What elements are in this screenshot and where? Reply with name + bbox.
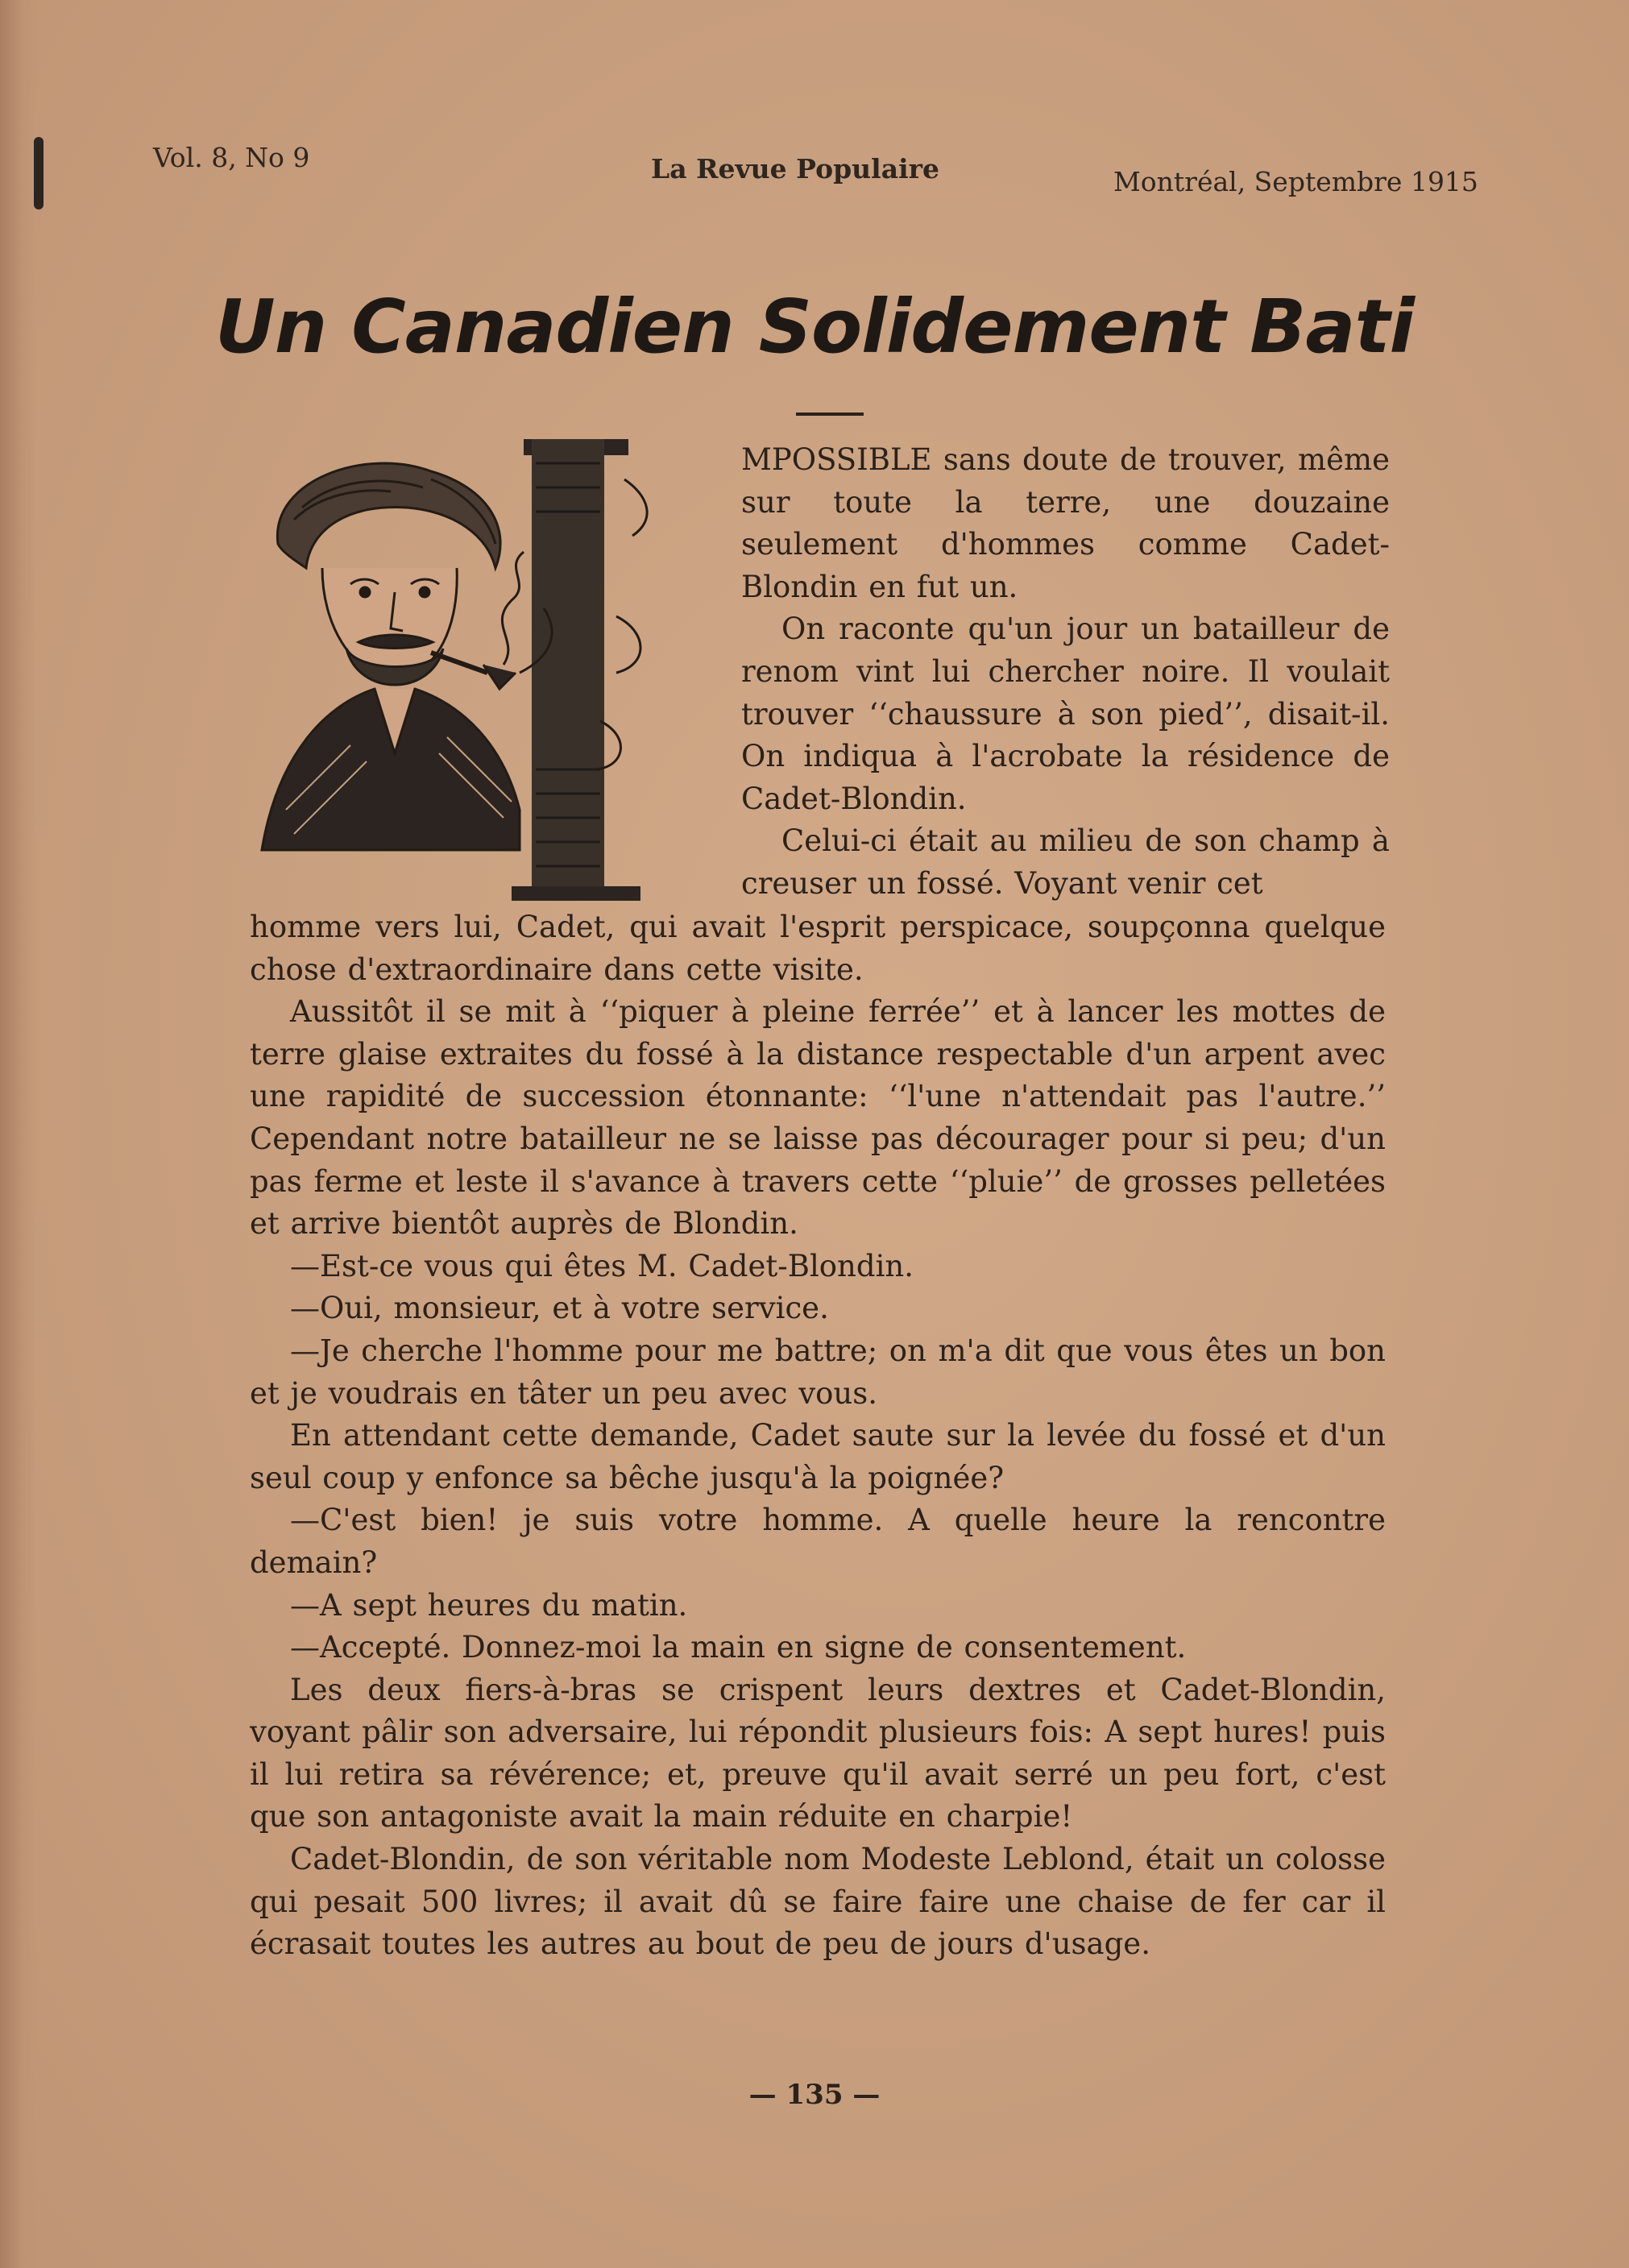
article-paragraph: MPOSSIBLE sans doute de trouver, même sur toute la terre, une douzaine seulement d'hommes comme Cadet-Blondin en fut un. — [741, 442, 1390, 604]
dialogue-line: —Est-ce vous qui êtes M. Cadet-Blondin. — [290, 1248, 914, 1283]
article-paragraph: En attendant cette demande, Cadet saute sur la levée du fossé et d'un seul coup y enfonce sa bêche jusqu'à la poignée? — [250, 1418, 1386, 1495]
volume-number: Vol. 8, No 9 — [153, 142, 310, 173]
publication-name: La Revue Populaire — [651, 153, 939, 185]
dialogue-line: —Je cherche l'homme pour me battre; on m'a dit que vous êtes un bon et je voudrais en tâter un peu avec vous. — [250, 1333, 1386, 1411]
article-paragraph: Celui-ci était au milieu de son champ à creuser un fossé. Voyant venir cet — [741, 823, 1390, 901]
dialogue-line: —A sept heures du matin. — [290, 1587, 688, 1623]
dialogue-line: —Accepté. Donnez-moi la main en signe de consentement. — [290, 1630, 1187, 1665]
title-rule — [796, 413, 864, 416]
binding-mark — [34, 137, 44, 209]
dateline: Montréal, Septembre 1915 — [1113, 166, 1478, 197]
dialogue-line: —Oui, monsieur, et à votre service. — [290, 1291, 829, 1326]
page-number: — 135 — — [748, 2079, 881, 2111]
article-title: Un Canadien Solidement Bati — [215, 284, 1414, 370]
article-column-right — [741, 439, 1390, 906]
illustrated-drop-cap — [246, 431, 721, 906]
dialogue-line: —C'est bien! je suis votre homme. A quelle heure la rencontre demain? — [250, 1503, 1386, 1580]
article-paragraph: Cadet-Blondin, de son véritable nom Modeste Leblond, était un colosse qui pesait 500 livres; il avait dû se faire faire une chaise de fer car il écrasait toutes les autres au bout de peu de jours d'usage. — [250, 1842, 1386, 1962]
article-paragraph: Les deux fiers-à-bras se crispent leurs dextres et Cadet-Blondin, voyant pâlir son adversaire, lui répondit plusieurs fois: A sept hures! puis il lui retira sa révérence; et, preuve qu'il avait serré un peu fort, c'est que son antagoniste avait la main réduite en charpie! — [250, 1672, 1386, 1835]
article-paragraph: Aussitôt il se mit à ‘‘piquer à pleine ferrée’’ et à lancer les mottes de terre glaise extraites du fossé à la distance respectable d'un arpent avec une rapidité de succession étonnante: ‘‘l'une n'attendait pas l'autre.’’ Cependant notre batailleur ne se laisse pas décourager pour si peu; d'un pas ferme et leste il s'avance à travers cette ‘‘pluie’’ de grosses pelletées et arrive bientôt auprès de Blondin. — [250, 994, 1386, 1242]
article-paragraph: On raconte qu'un jour un batailleur de renom vint lui chercher noire. Il voulait trouver ‘‘chaussure à son pied’’, disait-il. On indiqua à l'acrobate la résidence de Cadet-Blondin. — [741, 612, 1390, 816]
article-body — [250, 906, 1386, 1966]
article-paragraph: homme vers lui, Cadet, qui avait l'esprit perspicace, soupçonna quelque chose d'extraordinaire dans cette visite. — [250, 910, 1386, 987]
drop-cap-letter-i — [512, 439, 640, 901]
